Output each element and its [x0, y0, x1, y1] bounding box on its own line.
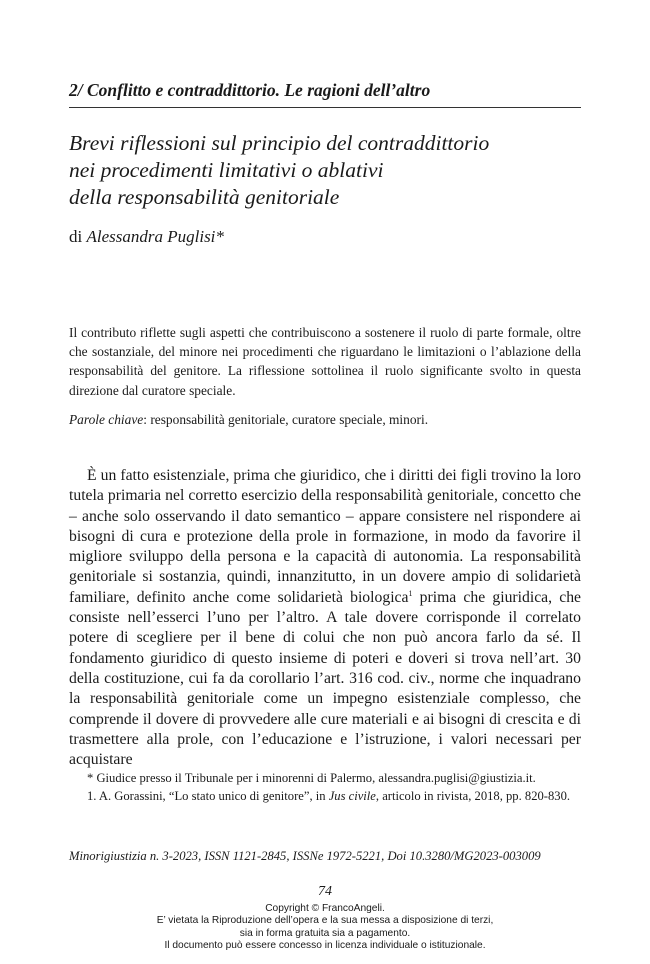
footnote-ref: 1: [408, 588, 413, 598]
byline: [69, 226, 224, 248]
section-heading: 2/ Conflitto e contraddittorio. Le ragioni dell’altro: [69, 80, 431, 100]
body-text-part: prima che giuridica, che consiste nell’esserci l’uno per l’altro. A tale dovere corrisponde il correlato potere di scegliere per il bene di colui che non può ancora farlo da sé. Il fondamento giuridico di questo insieme di poteri e doveri si trova nell’art. 30 della costituzione, cui fa da corollario l’art. 316 cod. civ., norme che inquadrano la responsabilità genitoriale come un impegno esistenziale complesso, che comprende il dovere di provvedere alle cure materiali e ai bisogni di crescita e di trasmettere alla prole, con l’educazione e l’istruzione, i valori necessari per acquistare: [69, 588, 582, 769]
title-line: della responsabilità genitoriale: [69, 185, 340, 209]
abstract: Il contributo riflette sugli aspetti che contribuiscono a sostenere il ruolo di parte formale, oltre che sostanziale, del minore nei procedimenti che riguardano le limitazioni o l’ablazione della responsabilità del genitore. La riflessione sottolinea il ruolo significante svolto in questa direzione dal curatore speciale.: [69, 325, 581, 398]
article-title: [69, 130, 589, 211]
footnote-text: , articolo in rivista, 2018, pp. 820-830.: [375, 788, 571, 803]
author-name: Alessandra Puglisi*: [86, 227, 224, 246]
footnote-text: 1. A. Gorassini, “Lo stato unico di genitore”, in: [87, 788, 329, 803]
footnote-author: * Giudice presso il Tribunale per i minorenni di Palermo, alessandra.puglisi@giustizia.it.: [87, 771, 536, 785]
keywords: [69, 410, 581, 429]
footnote-1: [69, 788, 581, 806]
keywords-label: Parole chiave: [69, 412, 144, 427]
copyright-line: Il documento può essere concesso in licenza individuale o istituzionale.: [164, 939, 486, 951]
keywords-text: : responsabilità genitoriale, curatore speciale, minori.: [143, 412, 429, 427]
journal-citation: Minorigiustizia n. 3-2023, ISSN 1121-2845, ISSNe 1972-5221, Doi 10.3280/MG2023-003009: [69, 849, 541, 863]
page-number: 74: [318, 884, 332, 899]
copyright-line: Copyright © FrancoAngeli.: [265, 903, 385, 914]
body-text-part: È un fatto esistenziale, prima che giuridico, che i diritti dei figli trovino la loro tutela primaria nel corretto esercizio della responsabilità genitoriale, concetto che – anche solo osservando il dato semantico – appare consistere nel rispondere ai bisogni di cura e protezione della prole in formazione, in modo da favorire il migliore sviluppo della persona e la capacità di autonomia. La responsabilità genitoriale si sostanzia, quindi, innanzitutto, in un dovere ampio di solidarietà familiare, definito anche come solidarietà biologica: [69, 467, 581, 606]
title-line: nei procedimenti limitativi o ablativi: [69, 158, 384, 182]
section-divider: [69, 107, 581, 108]
copyright-line: sia in forma gratuita sia a pagamento.: [239, 927, 411, 939]
byline-prefix: di: [69, 227, 83, 246]
title-line: Brevi riflessioni sul principio del contraddittorio: [69, 131, 490, 155]
body-paragraph: [69, 466, 581, 770]
copyright-line: E’ vietata la Riproduzione dell’opera e la sua messa a disposizione di terzi,: [156, 915, 494, 927]
copyright-notice: [0, 903, 650, 952]
footnote-source: Jus civile: [328, 788, 376, 803]
footnotes: [69, 770, 581, 805]
